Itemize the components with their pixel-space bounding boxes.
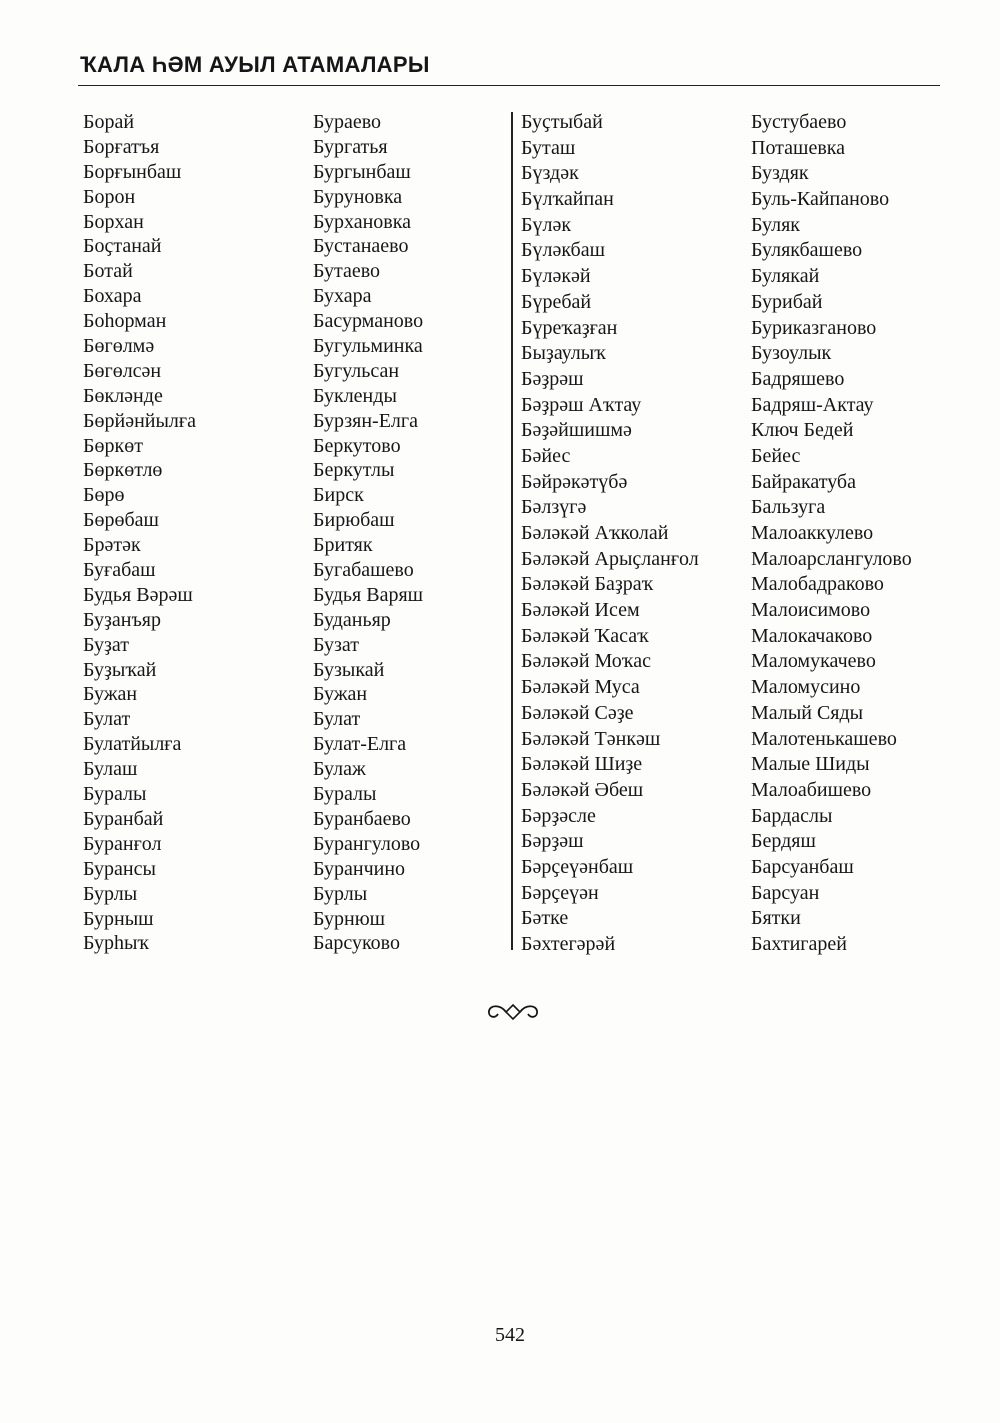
russian-name: Бурхановка — [313, 210, 412, 233]
ornament-icon — [485, 1000, 541, 1024]
entry-row — [83, 757, 503, 782]
bashkir-name: Бүреҡаҙған — [521, 316, 618, 339]
bashkir-name: Буранбай — [83, 807, 164, 830]
entry-row — [83, 110, 503, 135]
bashkir-name: Бөрйәнйылға — [83, 409, 196, 432]
entry-row — [83, 707, 503, 732]
bashkir-name: Бәләкәй Шиҙе — [521, 753, 643, 776]
entry-row — [521, 238, 941, 264]
entry-row — [83, 807, 503, 832]
russian-name: Бустанаево — [313, 235, 409, 258]
bashkir-name: Буташ — [521, 136, 576, 159]
bashkir-name: Бурһыҡ — [83, 932, 149, 955]
bashkir-name: Бәрҫеүәнбаш — [521, 855, 634, 878]
entry-row — [83, 533, 503, 558]
bashkir-name: Бәхтегәрәй — [521, 933, 616, 955]
russian-name: Бурангулово — [313, 832, 421, 855]
entry-row — [521, 367, 941, 393]
entry-row — [521, 110, 941, 136]
bashkir-name: Борон — [83, 185, 136, 208]
russian-name: Бустубаево — [751, 111, 847, 133]
russian-name: Бурнюш — [313, 907, 386, 930]
russian-name: Булат-Елга — [313, 733, 407, 756]
bashkir-name: Боҫтанай — [83, 235, 162, 258]
russian-name: Бадряшево — [751, 367, 845, 390]
entry-row — [83, 409, 503, 434]
entry-row — [521, 444, 941, 470]
entry-row — [521, 752, 941, 778]
bashkir-name: Бәләкәй Моҡас — [521, 650, 652, 673]
bashkir-name: Бүләкәй — [521, 265, 591, 288]
bashkir-name: Бохара — [83, 285, 142, 308]
russian-name: Бутаево — [313, 260, 381, 283]
entry-row — [83, 732, 503, 757]
russian-name: Булякбашево — [751, 239, 863, 262]
russian-name: Беркутово — [313, 434, 401, 457]
bashkir-name: Буҫтыбай — [521, 111, 603, 133]
entry-row — [83, 185, 503, 210]
bashkir-name: Бүребай — [521, 290, 592, 313]
bashkir-name: Бөгөлсән — [83, 359, 162, 382]
russian-name: Бугульминка — [313, 335, 423, 358]
russian-name: Малые Шиды — [751, 753, 870, 776]
entry-row — [521, 547, 941, 573]
bashkir-name: Бәрҫеүән — [521, 881, 599, 904]
bashkir-name: Бужан — [83, 683, 138, 706]
russian-name: Бузыкай — [313, 658, 385, 681]
entry-row — [83, 458, 503, 483]
entry-row — [521, 495, 941, 521]
bashkir-name: Буҙыҡай — [83, 658, 157, 681]
russian-name: Бурлы — [313, 882, 368, 905]
bashkir-name: Бәләкәй Әбеш — [521, 778, 644, 801]
russian-name: Бургынбаш — [313, 160, 411, 183]
entry-row — [83, 483, 503, 508]
russian-name: Поташевка — [751, 136, 846, 159]
bashkir-name: Бүләк — [521, 213, 572, 236]
russian-name: Бугабашево — [313, 559, 414, 582]
entry-row — [83, 608, 503, 633]
entry-row — [521, 932, 941, 958]
bashkir-name: Булатйылға — [83, 733, 182, 756]
russian-name: Барсуан — [751, 881, 820, 904]
bashkir-name: Бәләкәй Сәҙе — [521, 701, 634, 724]
russian-name: Буранбаево — [313, 807, 411, 830]
entry-row — [83, 434, 503, 459]
russian-name: Буралы — [313, 783, 377, 806]
bashkir-name: Бүләкбаш — [521, 239, 606, 262]
entry-row — [83, 832, 503, 857]
russian-name: Малотенькашево — [751, 727, 897, 750]
russian-name: Бургатья — [313, 135, 388, 158]
entry-row — [521, 572, 941, 598]
entry-row — [521, 598, 941, 624]
entry-row — [521, 881, 941, 907]
bashkir-name: Борғынбаш — [83, 160, 182, 183]
bashkir-name: Бөрөбаш — [83, 509, 159, 532]
entry-row — [83, 284, 503, 309]
bashkir-name: Бурныш — [83, 907, 154, 930]
bashkir-name: Брәтәк — [83, 534, 141, 557]
entry-row — [83, 658, 503, 683]
entry-row — [83, 782, 503, 807]
russian-name: Бужан — [313, 683, 368, 706]
entry-row — [83, 359, 503, 384]
bashkir-name: Будья Вәрәш — [83, 583, 193, 606]
bashkir-name: Бөрө — [83, 484, 125, 507]
bashkir-name: Боһорман — [83, 310, 167, 333]
page-number: 542 — [495, 1324, 525, 1346]
bashkir-name: Бүлҡайпан — [521, 188, 614, 211]
russian-name: Бухара — [313, 285, 372, 308]
entry-row — [521, 727, 941, 753]
russian-name: Букленды — [313, 384, 397, 407]
left-name-table — [83, 110, 503, 956]
bashkir-name: Булат — [83, 708, 131, 731]
bashkir-name: Бурансы — [83, 857, 156, 880]
bashkir-name: Бәтке — [521, 907, 569, 930]
entry-row — [83, 931, 503, 956]
russian-name: Маломукачево — [751, 650, 876, 673]
bashkir-name: Бәләкәй Аҡколай — [521, 522, 669, 544]
russian-name: Бураево — [313, 111, 382, 133]
entry-row — [521, 187, 941, 213]
russian-name: Буляк — [751, 213, 801, 236]
bashkir-name: Буҙанъяр — [83, 608, 162, 631]
bashkir-name: Бөркөтлө — [83, 459, 163, 482]
bashkir-name: Бөкләнде — [83, 384, 163, 407]
russian-name: Бурзян-Елга — [313, 409, 418, 432]
entry-row — [83, 882, 503, 907]
bashkir-name: Борғатъя — [83, 135, 160, 158]
bashkir-name: Буғабаш — [83, 559, 156, 582]
entry-row — [521, 341, 941, 367]
russian-name: Буданьяр — [313, 608, 391, 631]
entry-row — [521, 470, 941, 496]
entry-row — [83, 309, 503, 334]
bashkir-name: Булаш — [83, 758, 138, 781]
bashkir-name: Бәйрәкәтүбә — [521, 470, 628, 493]
bashkir-name: Бүздәк — [521, 162, 579, 185]
bashkir-name: Бәләкәй Арыҫланғол — [521, 547, 699, 570]
entry-row — [521, 418, 941, 444]
entry-row — [521, 521, 941, 547]
russian-name: Байракатуба — [751, 470, 856, 493]
entry-row — [83, 633, 503, 658]
bashkir-name: Бәйес — [521, 444, 571, 467]
entry-row — [521, 290, 941, 316]
bashkir-name: Буранғол — [83, 832, 162, 855]
bashkir-name: Ботай — [83, 260, 133, 283]
russian-name: Барсуанбаш — [751, 855, 854, 878]
bashkir-name: Буҙат — [83, 633, 129, 656]
russian-name: Барсуково — [313, 932, 400, 955]
russian-name: Бальзуга — [751, 496, 826, 519]
entry-row — [83, 508, 503, 533]
russian-name: Бятки — [751, 907, 801, 930]
bashkir-name: Бәләкәй Ҡасаҡ — [521, 624, 649, 647]
entry-row — [83, 558, 503, 583]
entry-row — [83, 210, 503, 235]
entry-row — [83, 907, 503, 932]
bashkir-name: Борхан — [83, 210, 144, 233]
russian-name: Малый Сяды — [751, 701, 864, 724]
entry-row — [83, 160, 503, 185]
entry-row — [521, 624, 941, 650]
russian-name: Бирюбаш — [313, 509, 395, 532]
bashkir-name: Быҙаулыҡ — [521, 342, 606, 365]
russian-name: Малоаккулево — [751, 522, 874, 544]
russian-name: Булат — [313, 708, 361, 731]
russian-name: Бритяк — [313, 534, 373, 557]
russian-name: Бирск — [313, 484, 364, 507]
russian-name: Бурибай — [751, 290, 823, 313]
russian-name: Бардаслы — [751, 804, 833, 827]
russian-name: Буль-Кайпаново — [751, 188, 890, 211]
header-divider — [78, 85, 940, 86]
russian-name: Беркутлы — [313, 459, 395, 482]
bashkir-name: Борай — [83, 111, 135, 133]
entry-row — [521, 316, 941, 342]
bashkir-name: Бәрҙәш — [521, 830, 584, 853]
entry-row — [521, 136, 941, 162]
entry-row — [83, 682, 503, 707]
russian-name: Бузат — [313, 633, 359, 656]
russian-name: Малокачаково — [751, 624, 873, 647]
bashkir-name: Бәләкәй Муса — [521, 676, 640, 699]
entry-row — [521, 855, 941, 881]
entry-row — [521, 393, 941, 419]
entry-row — [521, 804, 941, 830]
column-divider — [511, 112, 513, 950]
russian-name: Малоарслангулово — [751, 547, 912, 570]
russian-name: Бугульсан — [313, 359, 400, 382]
russian-name: Буздяк — [751, 162, 809, 185]
russian-name: Булаж — [313, 758, 366, 781]
entry-row — [521, 701, 941, 727]
entry-row — [521, 649, 941, 675]
entry-row — [521, 213, 941, 239]
russian-name: Ключ Бедей — [751, 419, 854, 442]
russian-name: Бурикaзганово — [751, 316, 877, 339]
entry-row — [521, 778, 941, 804]
russian-name: Булякай — [751, 265, 820, 288]
russian-name: Маломусино — [751, 676, 861, 699]
bashkir-name: Буралы — [83, 783, 147, 806]
entry-row — [83, 135, 503, 160]
entry-row — [521, 161, 941, 187]
running-header: ҠАЛА ҺӘМ АУЫЛ АТАМАЛАРЫ — [80, 52, 430, 77]
entry-row — [83, 234, 503, 259]
russian-name: Малоисимово — [751, 599, 871, 622]
entry-row — [83, 583, 503, 608]
bashkir-name: Бәҙәйшишмә — [521, 419, 632, 442]
russian-name: Буранчино — [313, 857, 406, 880]
entry-row — [83, 384, 503, 409]
russian-name: Бадряш-Актау — [751, 393, 874, 416]
bashkir-name: Бәлзүгә — [521, 496, 587, 519]
entry-row — [521, 906, 941, 932]
bashkir-name: Бәләкәй Баҙраҡ — [521, 573, 654, 596]
entry-row — [521, 675, 941, 701]
entry-row — [521, 264, 941, 290]
bashkir-name: Бәҙрәш — [521, 367, 584, 390]
entry-row — [83, 259, 503, 284]
bashkir-name: Бәрҙәсле — [521, 804, 596, 827]
bashkir-name: Бәләкәй Тәнкәш — [521, 727, 661, 750]
russian-name: Бахтигарей — [751, 933, 847, 955]
bashkir-name: Бәләкәй Исем — [521, 599, 640, 622]
russian-name: Малоабишево — [751, 778, 872, 801]
russian-name: Буруновка — [313, 185, 403, 208]
russian-name: Будья Варяш — [313, 583, 424, 606]
right-name-table — [521, 110, 941, 958]
entry-row — [83, 857, 503, 882]
bashkir-name: Бөркөт — [83, 434, 143, 457]
russian-name: Малобадраково — [751, 573, 884, 596]
bashkir-name: Бурлы — [83, 882, 138, 905]
russian-name: Бейес — [751, 444, 801, 467]
bashkir-name: Бәҙрәш Аҡтау — [521, 393, 642, 416]
russian-name: Басурманово — [313, 310, 424, 333]
russian-name: Бердяш — [751, 830, 816, 853]
entry-row — [521, 829, 941, 855]
bashkir-name: Бөгөлмә — [83, 335, 155, 358]
russian-name: Бузоулык — [751, 342, 832, 365]
entry-row — [83, 334, 503, 359]
